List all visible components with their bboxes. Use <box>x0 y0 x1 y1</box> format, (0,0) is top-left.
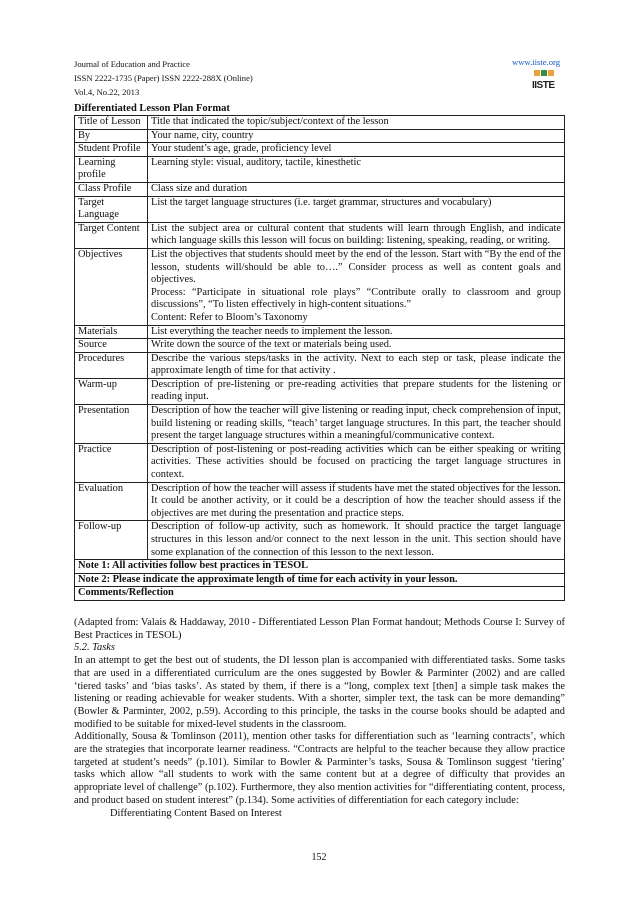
row-value <box>148 521 565 560</box>
row-label: Objectives <box>75 248 148 325</box>
lesson-plan-table <box>74 115 565 601</box>
table-row <box>75 352 565 378</box>
row-label: By <box>75 129 148 143</box>
table-row <box>75 116 565 130</box>
row-value-text: Title that indicated the topic/subject/context of the lesson <box>151 116 389 127</box>
journal-issn: ISSN 2222-1735 (Paper) ISSN 2222-288X (Online) <box>74 73 253 83</box>
table-row <box>75 248 565 325</box>
journal-volume: Vol.4, No.22, 2013 <box>74 87 140 97</box>
table-row <box>75 143 565 157</box>
row-value-text: List everything the teacher needs to implement the lesson. <box>151 325 393 337</box>
row-value-text: Your name, city, country <box>151 129 254 141</box>
row-value-text: Description of how the teacher will assess if students have met the stated objectives for the lesson. It could be another activity, or it could be a description of how the teacher should assess if the objectives are met during the presentation and practice steps. <box>151 482 561 519</box>
logo-square-icon <box>534 70 540 76</box>
row-label: Evaluation <box>75 482 148 521</box>
row-label: Class Profile <box>75 182 148 196</box>
journal-header <box>74 57 253 99</box>
table-row <box>75 378 565 404</box>
table-row <box>75 443 565 482</box>
row-value <box>148 196 565 222</box>
row-label: Practice <box>75 443 148 482</box>
row-value <box>148 129 565 143</box>
row-value-text: Your student’s age, grade, proficiency level <box>151 143 332 155</box>
row-value <box>148 443 565 482</box>
table-row <box>75 222 565 248</box>
row-value <box>148 405 565 444</box>
row-label: Procedures <box>75 352 148 378</box>
row-value <box>148 352 565 378</box>
section-heading: 5.2. Tasks <box>74 642 115 654</box>
row-value <box>148 378 565 404</box>
iiste-logo <box>532 70 558 92</box>
note-row <box>75 573 565 587</box>
row-value <box>148 156 565 182</box>
table-row <box>75 129 565 143</box>
table-row <box>75 482 565 521</box>
journal-name: Journal of Education and Practice <box>74 59 190 69</box>
table-row <box>75 405 565 444</box>
row-value <box>148 222 565 248</box>
note-text: Note 2: Please indicate the approximate length of time for each activity in your lesson. <box>75 573 565 587</box>
note-text: Note 1: All activities follow best practices in TESOL <box>75 560 565 574</box>
row-value <box>148 143 565 157</box>
paragraph: Additionally, Sousa & Tomlinson (2011), mention other tasks for differentiation such as ‘learning contracts’, which are the strategies that incorporate learner readiness. “Contracts are helpful to the teacher because they allow practice targeted at student’s needs” (p.101). Similar to Bowler & Parminter’s tasks, Sousa & Tomlinson suggest ‘tiering’ tasks which allow “all students to work with the same content but at a degree of difficulty that provides an appropriate level of challenge” (p.102). Furthermore, they also mention activities for “differentiating content, process, and product based on student interest” (p.134). Some activities of differentiation for each category include: <box>74 731 565 806</box>
row-value <box>148 482 565 521</box>
row-value-text: Description of post-listening or post-reading activities which can be either speaking or writing activities. These activities should be focused on practicing the target language structures in context. <box>151 443 561 481</box>
row-value-text: Description of follow-up activity, such as homework. It should practice the target language structures in this lesson and/or connect to the next lesson in the unit. This section should have some explanation of the connection of this lesson to the next lesson. <box>151 521 561 558</box>
row-label: Learning profile <box>75 156 148 182</box>
table-row <box>75 325 565 339</box>
row-label: Target Content <box>75 222 148 248</box>
logo-text: IISTE <box>532 80 555 91</box>
subheading: Differentiating Content Based on Interest <box>110 807 282 819</box>
note-row <box>75 587 565 601</box>
row-value-text: Describe the various steps/tasks in the activity. Next to each step or task, please indicate the approximate length of time for that activity . <box>151 352 561 377</box>
row-value <box>148 182 565 196</box>
row-value <box>148 325 565 339</box>
row-label: Follow-up <box>75 521 148 560</box>
logo-square-icon <box>548 70 554 76</box>
paragraph: In an attempt to get the best out of students, the DI lesson plan is accompanied with differentiated tasks. Some tasks that are used in a differentiated curriculum are the ones suggested by Bowler & Parminter (2002) and are called ‘tiered tasks’ and ‘bias tasks’. As stated by them, if there is a “long, complex text [then] a simple task makes the listening or reading achievable for weaker students. With a shorter, simpler text, the task can be more demanding” (Bowler & Parminter, 2002, p.59). According to this principle, the tasks in the course books should be adapted and modified to be suitable for mixed-level students in the classroom. <box>74 655 565 730</box>
row-value-text: Write down the source of the text or materials being used. <box>151 339 392 351</box>
row-value-text: List the subject area or cultural content that students will learn through English, and indicate which language skills this lesson will focus on building: listening, speaking, reading, or writing. <box>151 222 561 247</box>
row-value-text: Description of how the teacher will give listening or reading input, check comprehension of input, build listening or reading skills, “teach’ target language structures. In this part, the teacher should present the target language structures within a meaningful/communicative context. <box>151 405 561 442</box>
row-label: Source <box>75 339 148 353</box>
row-value-text: Description of pre-listening or pre-reading activities that prepare students for the listening or reading input. <box>151 378 561 403</box>
row-label: Title of Lesson <box>75 116 148 130</box>
row-label: Warm-up <box>75 378 148 404</box>
row-label: Materials <box>75 325 148 339</box>
row-label: Target Language <box>75 196 148 222</box>
table-row <box>75 521 565 560</box>
row-value-extra: Process: “Participate in situational role plays” “Contribute orally to classroom and group discussions”, “To listen effectively in high-content situations.” <box>151 286 561 311</box>
table-row <box>75 339 565 353</box>
row-label: Presentation <box>75 405 148 444</box>
row-value <box>148 339 565 353</box>
note-row <box>75 560 565 574</box>
adapted-paragraph: (Adapted from: Valais & Haddaway, 2010 - Differentiated Lesson Plan Format handout; Methods Course I: Survey of Best Practices in TESOL) <box>74 617 565 641</box>
row-value <box>148 116 565 130</box>
journal-url-link[interactable]: www.iiste.org <box>512 57 560 67</box>
row-label: Student Profile <box>75 143 148 157</box>
table-row <box>75 156 565 182</box>
table-row <box>75 196 565 222</box>
note-text: Comments/Reflection <box>75 587 565 601</box>
row-value-text: Class size and duration <box>151 182 248 194</box>
logo-square-icon <box>541 70 547 76</box>
row-value-extra: Content: Refer to Bloom’s Taxonomy <box>151 311 308 323</box>
row-value-text: List the target language structures (i.e. target grammar, structures and vocabulary) <box>151 196 492 208</box>
document-title: Differentiated Lesson Plan Format <box>74 103 230 114</box>
row-value <box>148 248 565 325</box>
article-body <box>74 617 565 820</box>
row-value-text: List the objectives that students should meet by the end of the lesson. Start with “By the end of the lesson, students will/should be able to….” Consider process as well as content goals and objectives. <box>151 248 561 286</box>
row-value-text: Learning style: visual, auditory, tactile, kinesthetic <box>151 156 361 168</box>
table-row <box>75 182 565 196</box>
page-number: 152 <box>311 852 327 863</box>
